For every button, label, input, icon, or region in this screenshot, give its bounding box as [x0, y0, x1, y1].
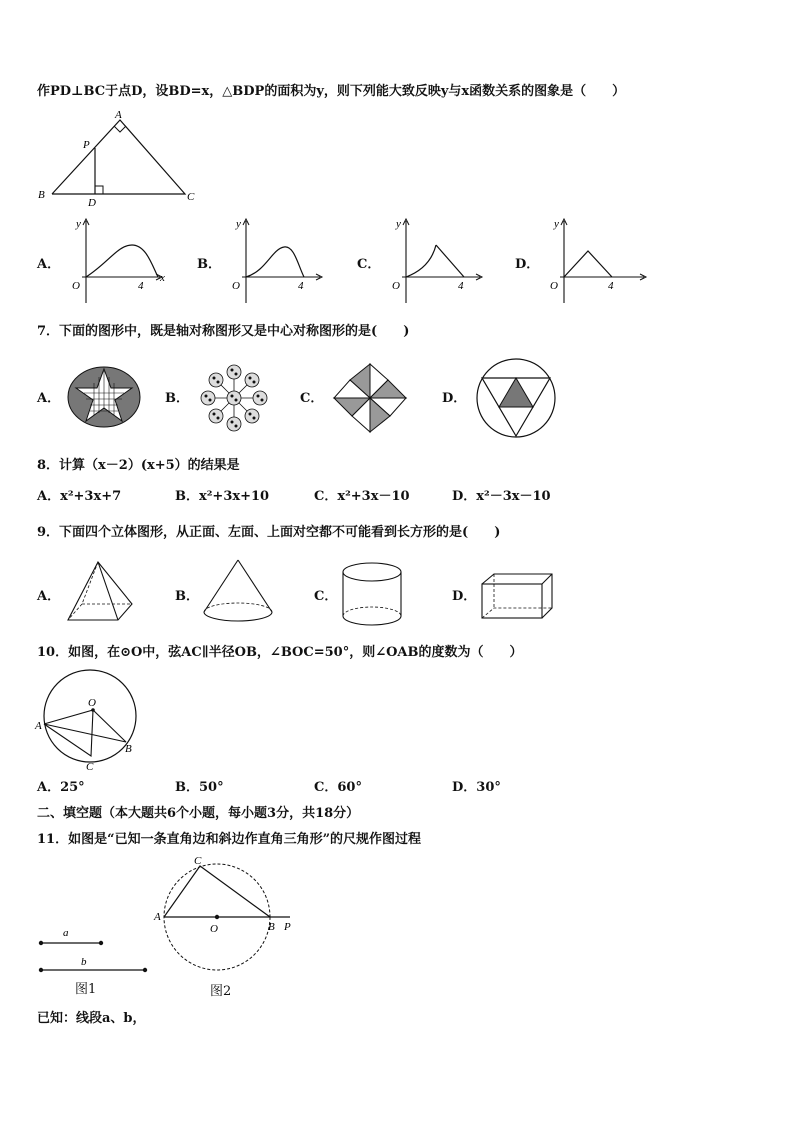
q7-figure-d-triangles[interactable]	[474, 356, 558, 440]
q6-triangle-figure	[35, 108, 205, 208]
q11-fig1-label-b: b	[81, 956, 87, 968]
svg-text:4: 4	[608, 280, 614, 292]
q10-stem: 10．如图，在⊙O中，弦AC∥半径OB，∠BOC=50°，则∠OAB的度数为（ ）	[37, 645, 523, 660]
q11-fig2-label-c: C	[194, 855, 202, 867]
q6-graph-d[interactable]	[540, 215, 650, 305]
svg-text:O: O	[392, 280, 400, 292]
q6-option-d[interactable]: D．	[515, 257, 540, 272]
q6-graph-b[interactable]	[222, 215, 322, 305]
q9-option-a[interactable]: A．	[37, 589, 61, 604]
q7-option-a[interactable]: A．	[37, 391, 61, 406]
q11-fig2-label-p: P	[284, 921, 291, 933]
q11-stem: 11．如图是“已知一条直角边和斜边作直角三角形”的尺规作图过程	[37, 832, 422, 847]
q7-option-b[interactable]: B．	[165, 391, 189, 406]
svg-text:y: y	[396, 218, 401, 230]
q11-given: 已知：线段a、b，	[37, 1011, 146, 1026]
svg-text:4: 4	[138, 280, 144, 292]
q10-circle-figure	[35, 668, 145, 772]
q7-figure-c-pinwheel[interactable]	[330, 360, 410, 436]
q8-option-c[interactable]: C．x²+3x－10	[314, 489, 410, 504]
svg-text:y: y	[76, 218, 81, 230]
q6-label-p: P	[83, 139, 90, 151]
q9-option-b[interactable]: B．	[175, 589, 199, 604]
q6-option-a[interactable]: A．	[37, 257, 61, 272]
svg-text:y: y	[236, 218, 241, 230]
q9-figure-cone[interactable]	[200, 556, 276, 626]
q6-label-d: D	[88, 197, 96, 209]
svg-text:y: y	[554, 218, 559, 230]
q10-label-b: B	[125, 743, 132, 755]
q8-option-d[interactable]: D．x²－3x－10	[452, 489, 551, 504]
q9-figure-pyramid[interactable]	[62, 560, 138, 626]
svg-text:O: O	[232, 280, 240, 292]
svg-text:4: 4	[298, 280, 304, 292]
q6-option-c[interactable]: C．	[357, 257, 381, 272]
q10-option-a[interactable]: A．25°	[37, 780, 85, 795]
q9-figure-cylinder[interactable]	[340, 560, 406, 628]
svg-text:x: x	[160, 272, 165, 284]
q8-option-b[interactable]: B．x²+3x+10	[175, 489, 270, 504]
q7-option-d[interactable]: D．	[442, 391, 467, 406]
q9-option-d[interactable]: D．	[452, 589, 477, 604]
q10-option-c[interactable]: C．60°	[314, 780, 362, 795]
q11-figure-2	[150, 850, 310, 978]
section2-title: 二、填空题（本大题共6个小题，每小题3分，共18分）	[37, 806, 360, 821]
q10-label-a: A	[35, 720, 42, 732]
q7-option-c[interactable]: C．	[300, 391, 324, 406]
q6-graph-c[interactable]	[382, 215, 482, 305]
q9-stem: 9．下面四个立体图形，从正面、左面、上面对空都不可能看到长方形的是( )	[37, 525, 501, 540]
q9-figure-cuboid[interactable]	[480, 572, 556, 622]
q10-option-d[interactable]: D．30°	[452, 780, 501, 795]
svg-text:4: 4	[458, 280, 464, 292]
q8-stem: 8．计算（x－2）(x+5）的结果是	[37, 458, 240, 473]
q7-figure-b-flower[interactable]	[196, 364, 272, 434]
q11-fig1-label-a: a	[63, 927, 69, 939]
svg-text:O: O	[550, 280, 558, 292]
q11-fig2-label-a: A	[154, 911, 161, 923]
q8-option-a[interactable]: A．x²+3x+7	[37, 489, 122, 504]
q6-option-b[interactable]: B．	[197, 257, 221, 272]
q6-label-b: B	[38, 189, 45, 201]
q10-option-b[interactable]: B．50°	[175, 780, 224, 795]
q10-label-c: C	[86, 761, 94, 773]
q11-fig1-caption: 图1	[75, 982, 97, 997]
q6-graph-a[interactable]	[62, 215, 165, 305]
q7-figure-a-star[interactable]	[66, 363, 146, 433]
q9-option-c[interactable]: C．	[314, 589, 338, 604]
q7-stem: 7．下面的图形中，既是轴对称图形又是中心对称图形的是( )	[37, 324, 410, 339]
q6-label-a: A	[115, 109, 122, 121]
q11-fig2-label-b: B	[268, 921, 275, 933]
svg-text:O: O	[72, 280, 80, 292]
q10-label-o: O	[88, 697, 96, 709]
q6-label-c: C	[187, 191, 195, 203]
q6-stem: 作PD⊥BC于点D，设BD=x，△BDP的面积为y，则下列能大致反映y与x函数关系的图象是（ ）	[37, 84, 626, 99]
q11-fig2-caption: 图2	[210, 984, 232, 999]
q11-fig2-label-o: O	[210, 923, 218, 935]
